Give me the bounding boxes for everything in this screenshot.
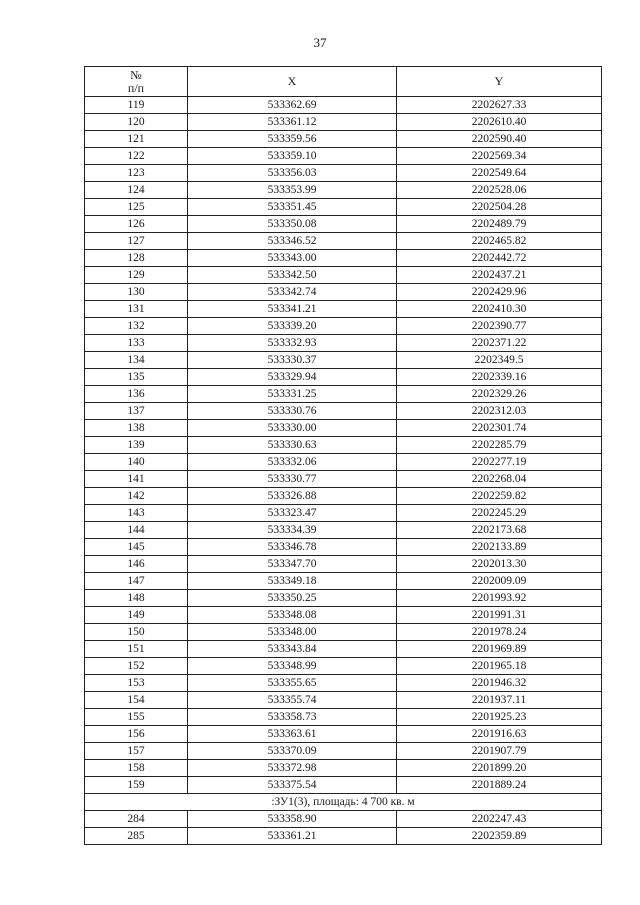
point-number-cell: 139 bbox=[85, 437, 188, 454]
table-row bbox=[85, 709, 602, 726]
table-row bbox=[85, 624, 602, 641]
point-number-cell: 132 bbox=[85, 318, 188, 335]
x-coordinate-cell: 533351.45 bbox=[188, 199, 397, 216]
x-coordinate-cell: 533361.21 bbox=[188, 828, 397, 845]
y-coordinate-cell: 2202390.77 bbox=[397, 318, 602, 335]
y-coordinate-cell: 2202429.96 bbox=[397, 284, 602, 301]
point-number-cell: 146 bbox=[85, 556, 188, 573]
x-coordinate-cell: 533342.74 bbox=[188, 284, 397, 301]
x-coordinate-cell: 533329.94 bbox=[188, 369, 397, 386]
x-coordinate-cell: 533349.18 bbox=[188, 573, 397, 590]
table-row bbox=[85, 352, 602, 369]
y-coordinate-cell: 2202465.82 bbox=[397, 233, 602, 250]
x-coordinate-cell: 533334.39 bbox=[188, 522, 397, 539]
table-header-row bbox=[85, 67, 602, 97]
x-coordinate-cell: 533342.50 bbox=[188, 267, 397, 284]
point-number-cell: 137 bbox=[85, 403, 188, 420]
point-number-cell: 155 bbox=[85, 709, 188, 726]
x-coordinate-cell: 533348.00 bbox=[188, 624, 397, 641]
y-coordinate-cell: 2202549.64 bbox=[397, 165, 602, 182]
y-coordinate-cell: 2202277.19 bbox=[397, 454, 602, 471]
y-coordinate-cell: 2202339.16 bbox=[397, 369, 602, 386]
point-number-cell: 147 bbox=[85, 573, 188, 590]
x-coordinate-cell: 533343.84 bbox=[188, 641, 397, 658]
table-row bbox=[85, 131, 602, 148]
y-coordinate-cell: 2201916.63 bbox=[397, 726, 602, 743]
table-row bbox=[85, 488, 602, 505]
point-number-cell: 138 bbox=[85, 420, 188, 437]
table-row bbox=[85, 692, 602, 709]
y-coordinate-cell: 2202437.21 bbox=[397, 267, 602, 284]
table-row bbox=[85, 97, 602, 114]
point-number-cell: 157 bbox=[85, 743, 188, 760]
point-number-cell: 149 bbox=[85, 607, 188, 624]
point-number-cell: 159 bbox=[85, 777, 188, 794]
table-row bbox=[85, 250, 602, 267]
table-row bbox=[85, 641, 602, 658]
table-row bbox=[85, 148, 602, 165]
point-number-cell: 158 bbox=[85, 760, 188, 777]
y-coordinate-cell: 2201969.89 bbox=[397, 641, 602, 658]
y-coordinate-cell: 2202329.26 bbox=[397, 386, 602, 403]
x-coordinate-cell: 533350.08 bbox=[188, 216, 397, 233]
table-row bbox=[85, 743, 602, 760]
x-coordinate-cell: 533347.70 bbox=[188, 556, 397, 573]
table-row bbox=[85, 505, 602, 522]
x-coordinate-cell: 533358.90 bbox=[188, 811, 397, 828]
point-number-cell: 122 bbox=[85, 148, 188, 165]
y-coordinate-cell: 2202504.28 bbox=[397, 199, 602, 216]
table-row bbox=[85, 437, 602, 454]
x-coordinate-cell: 533359.10 bbox=[188, 148, 397, 165]
table-row bbox=[85, 165, 602, 182]
table-row bbox=[85, 182, 602, 199]
table-row bbox=[85, 539, 602, 556]
point-number-cell: 154 bbox=[85, 692, 188, 709]
point-number-cell: 151 bbox=[85, 641, 188, 658]
table-row bbox=[85, 811, 602, 828]
point-number-cell: 134 bbox=[85, 352, 188, 369]
section-label: :ЗУ1(3), площадь: 4 700 кв. м bbox=[85, 794, 602, 811]
x-coordinate-cell: 533331.25 bbox=[188, 386, 397, 403]
y-coordinate-cell: 2202133.89 bbox=[397, 539, 602, 556]
y-coordinate-cell: 2202627.33 bbox=[397, 97, 602, 114]
page-number: 37 bbox=[313, 35, 327, 50]
point-number-cell: 148 bbox=[85, 590, 188, 607]
y-coordinate-cell: 2202349.5 bbox=[397, 352, 602, 369]
table-row bbox=[85, 828, 602, 845]
x-coordinate-cell: 533332.06 bbox=[188, 454, 397, 471]
point-number-cell: 125 bbox=[85, 199, 188, 216]
table-row bbox=[85, 726, 602, 743]
y-coordinate-cell: 2202371.22 bbox=[397, 335, 602, 352]
column-header-number-line2: п/п bbox=[127, 80, 145, 95]
x-coordinate-cell: 533350.25 bbox=[188, 590, 397, 607]
x-coordinate-cell: 533346.52 bbox=[188, 233, 397, 250]
y-coordinate-cell: 2202245.29 bbox=[397, 505, 602, 522]
point-number-cell: 124 bbox=[85, 182, 188, 199]
table-row bbox=[85, 777, 602, 794]
x-coordinate-cell: 533330.76 bbox=[188, 403, 397, 420]
x-coordinate-cell: 533361.12 bbox=[188, 114, 397, 131]
y-coordinate-cell: 2201937.11 bbox=[397, 692, 602, 709]
point-number-cell: 153 bbox=[85, 675, 188, 692]
table-row bbox=[85, 284, 602, 301]
table-row bbox=[85, 199, 602, 216]
y-coordinate-cell: 2202312.03 bbox=[397, 403, 602, 420]
table-row bbox=[85, 471, 602, 488]
y-coordinate-cell: 2202528.06 bbox=[397, 182, 602, 199]
y-coordinate-cell: 2201978.24 bbox=[397, 624, 602, 641]
table-row bbox=[85, 403, 602, 420]
table-row bbox=[85, 369, 602, 386]
point-number-cell: 144 bbox=[85, 522, 188, 539]
y-coordinate-cell: 2202569.34 bbox=[397, 148, 602, 165]
point-number-cell: 130 bbox=[85, 284, 188, 301]
table-row bbox=[85, 556, 602, 573]
y-coordinate-cell: 2201993.92 bbox=[397, 590, 602, 607]
point-number-cell: 136 bbox=[85, 386, 188, 403]
x-coordinate-cell: 533370.09 bbox=[188, 743, 397, 760]
table-row bbox=[85, 233, 602, 250]
table-row bbox=[85, 573, 602, 590]
x-coordinate-cell: 533330.00 bbox=[188, 420, 397, 437]
point-number-cell: 285 bbox=[85, 828, 188, 845]
point-number-cell: 140 bbox=[85, 454, 188, 471]
y-coordinate-cell: 2202442.72 bbox=[397, 250, 602, 267]
point-number-cell: 135 bbox=[85, 369, 188, 386]
point-number-cell: 126 bbox=[85, 216, 188, 233]
table-row bbox=[85, 675, 602, 692]
x-coordinate-cell: 533355.74 bbox=[188, 692, 397, 709]
table-row bbox=[85, 216, 602, 233]
x-coordinate-cell: 533348.99 bbox=[188, 658, 397, 675]
table-row bbox=[85, 386, 602, 403]
y-coordinate-cell: 2201889.24 bbox=[397, 777, 602, 794]
x-coordinate-cell: 533359.56 bbox=[188, 131, 397, 148]
point-number-cell: 119 bbox=[85, 97, 188, 114]
table-row bbox=[85, 318, 602, 335]
x-coordinate-cell: 533332.93 bbox=[188, 335, 397, 352]
x-coordinate-cell: 533346.78 bbox=[188, 539, 397, 556]
point-number-cell: 284 bbox=[85, 811, 188, 828]
x-coordinate-cell: 533372.98 bbox=[188, 760, 397, 777]
y-coordinate-cell: 2202590.40 bbox=[397, 131, 602, 148]
table-row bbox=[85, 114, 602, 131]
table-row bbox=[85, 760, 602, 777]
point-number-cell: 131 bbox=[85, 301, 188, 318]
x-coordinate-cell: 533363.61 bbox=[188, 726, 397, 743]
point-number-cell: 127 bbox=[85, 233, 188, 250]
y-coordinate-cell: 2201965.18 bbox=[397, 658, 602, 675]
y-coordinate-cell: 2202013.30 bbox=[397, 556, 602, 573]
column-header-number bbox=[85, 67, 188, 97]
point-number-cell: 152 bbox=[85, 658, 188, 675]
y-coordinate-cell: 2202359.89 bbox=[397, 828, 602, 845]
y-coordinate-cell: 2202268.04 bbox=[397, 471, 602, 488]
point-number-cell: 133 bbox=[85, 335, 188, 352]
table-row bbox=[85, 301, 602, 318]
y-coordinate-cell: 2201991.31 bbox=[397, 607, 602, 624]
y-coordinate-cell: 2202247.43 bbox=[397, 811, 602, 828]
x-coordinate-cell: 533355.65 bbox=[188, 675, 397, 692]
x-coordinate-cell: 533356.03 bbox=[188, 165, 397, 182]
x-coordinate-cell: 533330.37 bbox=[188, 352, 397, 369]
point-number-cell: 128 bbox=[85, 250, 188, 267]
column-header-x: X bbox=[188, 67, 397, 97]
point-number-cell: 156 bbox=[85, 726, 188, 743]
table-row bbox=[85, 522, 602, 539]
point-number-cell: 143 bbox=[85, 505, 188, 522]
y-coordinate-cell: 2202173.68 bbox=[397, 522, 602, 539]
y-coordinate-cell: 2202285.79 bbox=[397, 437, 602, 454]
table-row bbox=[85, 590, 602, 607]
x-coordinate-cell: 533326.88 bbox=[188, 488, 397, 505]
x-coordinate-cell: 533375.54 bbox=[188, 777, 397, 794]
column-header-number-line1: № bbox=[130, 67, 142, 82]
coordinates-table bbox=[84, 66, 602, 845]
y-coordinate-cell: 2202009.09 bbox=[397, 573, 602, 590]
table-row bbox=[85, 454, 602, 471]
x-coordinate-cell: 533358.73 bbox=[188, 709, 397, 726]
y-coordinate-cell: 2202259.82 bbox=[397, 488, 602, 505]
point-number-cell: 123 bbox=[85, 165, 188, 182]
x-coordinate-cell: 533341.21 bbox=[188, 301, 397, 318]
table-body bbox=[85, 97, 602, 845]
x-coordinate-cell: 533348.08 bbox=[188, 607, 397, 624]
point-number-cell: 121 bbox=[85, 131, 188, 148]
section-header-row bbox=[85, 794, 602, 811]
x-coordinate-cell: 533330.77 bbox=[188, 471, 397, 488]
point-number-cell: 120 bbox=[85, 114, 188, 131]
x-coordinate-cell: 533323.47 bbox=[188, 505, 397, 522]
point-number-cell: 141 bbox=[85, 471, 188, 488]
point-number-cell: 145 bbox=[85, 539, 188, 556]
table-row bbox=[85, 420, 602, 437]
point-number-cell: 142 bbox=[85, 488, 188, 505]
y-coordinate-cell: 2202489.79 bbox=[397, 216, 602, 233]
y-coordinate-cell: 2201946.32 bbox=[397, 675, 602, 692]
y-coordinate-cell: 2201907.79 bbox=[397, 743, 602, 760]
x-coordinate-cell: 533362.69 bbox=[188, 97, 397, 114]
x-coordinate-cell: 533353.99 bbox=[188, 182, 397, 199]
point-number-cell: 129 bbox=[85, 267, 188, 284]
table-row bbox=[85, 267, 602, 284]
table-row bbox=[85, 335, 602, 352]
y-coordinate-cell: 2202410.30 bbox=[397, 301, 602, 318]
y-coordinate-cell: 2201899.20 bbox=[397, 760, 602, 777]
y-coordinate-cell: 2201925.23 bbox=[397, 709, 602, 726]
y-coordinate-cell: 2202301.74 bbox=[397, 420, 602, 437]
x-coordinate-cell: 533330.63 bbox=[188, 437, 397, 454]
y-coordinate-cell: 2202610.40 bbox=[397, 114, 602, 131]
table-row bbox=[85, 607, 602, 624]
x-coordinate-cell: 533343.00 bbox=[188, 250, 397, 267]
table-row bbox=[85, 658, 602, 675]
column-header-y: Y bbox=[397, 67, 602, 97]
point-number-cell: 150 bbox=[85, 624, 188, 641]
x-coordinate-cell: 533339.20 bbox=[188, 318, 397, 335]
